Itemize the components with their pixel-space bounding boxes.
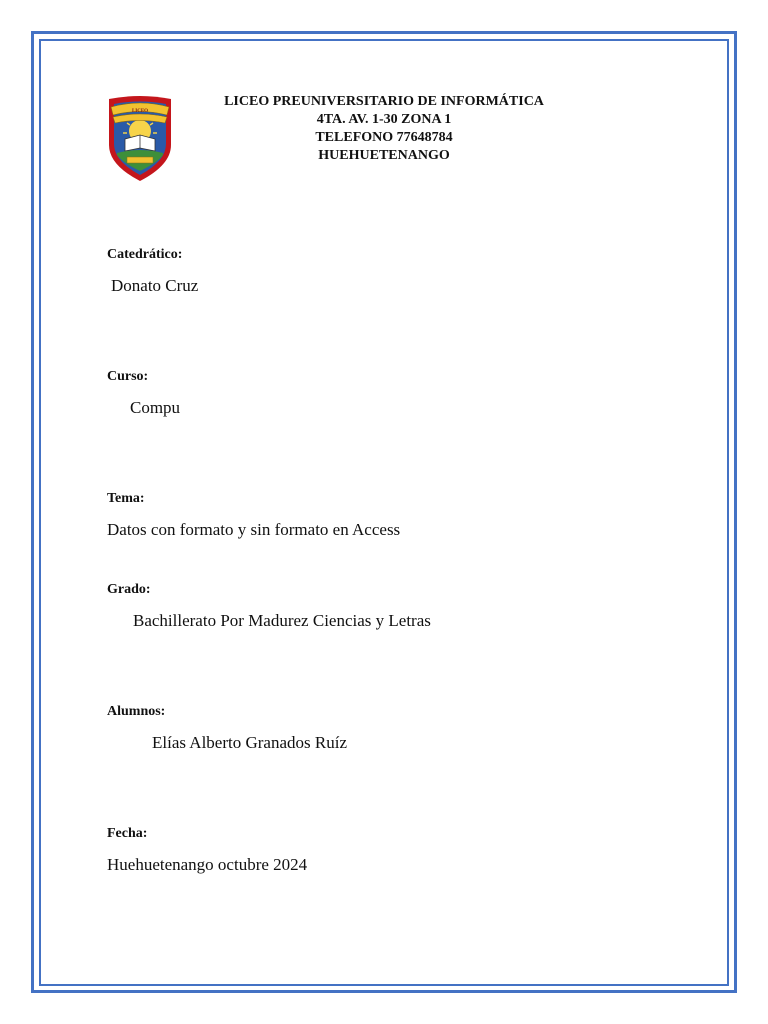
grado-value: Bachillerato Por Madurez Ciencias y Letras: [133, 611, 431, 630]
curso-label: Curso:: [107, 369, 149, 384]
alumnos-value: Elías Alberto Granados Ruíz: [152, 733, 347, 752]
school-address: 4TA. AV. 1-30 ZONA 1: [316, 112, 452, 127]
school-phone: TELEFONO 77648784: [315, 130, 453, 145]
catedratico-value: Donato Cruz: [111, 276, 199, 295]
fecha-value: Huehuetenango octubre 2024: [107, 855, 308, 874]
grado-label: Grado:: [107, 582, 151, 597]
school-crest-icon: [105, 93, 175, 183]
document-header: [180, 93, 588, 165]
alumnos-label: Alumnos:: [107, 704, 166, 719]
school-name: LICEO PREUNIVERSITARIO DE INFORMÁTICA: [224, 94, 544, 109]
tema-label: Tema:: [107, 491, 145, 506]
fecha-label: Fecha:: [107, 826, 148, 841]
svg-text:LICEO: LICEO: [131, 109, 149, 114]
tema-value: Datos con formato y sin formato en Access: [107, 520, 401, 539]
catedratico-label: Catedrático:: [107, 247, 183, 262]
curso-value: Compu: [130, 398, 181, 417]
school-city: HUEHUETENANGO: [318, 148, 450, 163]
